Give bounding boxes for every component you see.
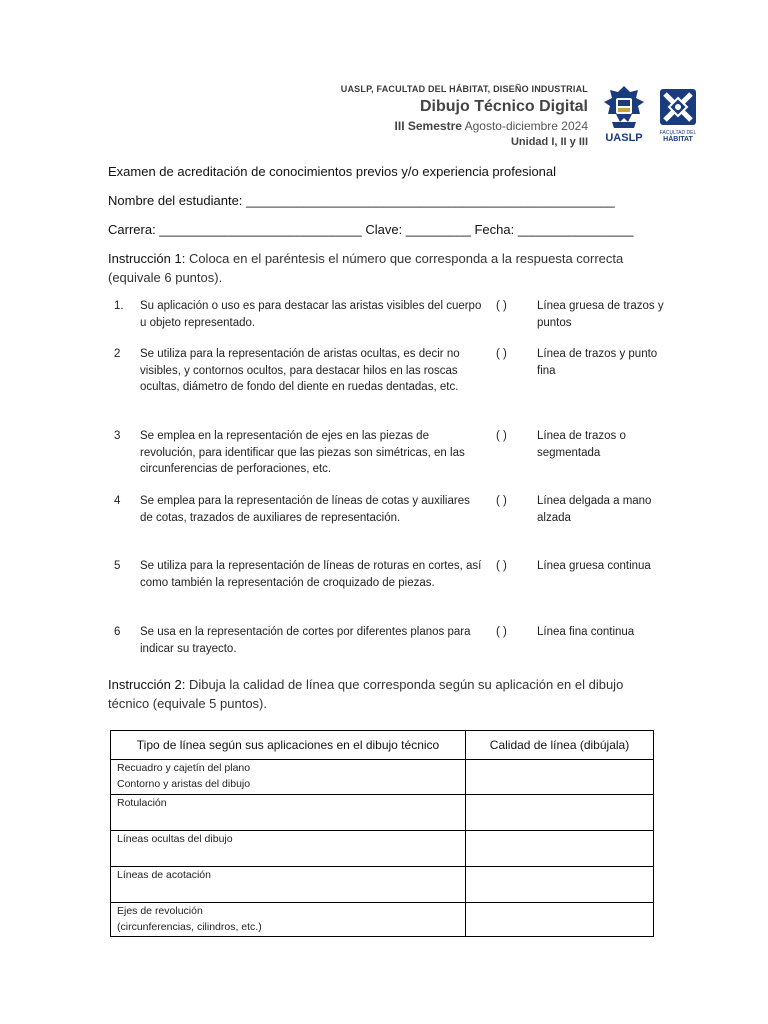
line-type-text: Líneas ocultas del dibujo — [117, 833, 233, 845]
line-type-text: Ejes de revolución — [117, 905, 203, 917]
instruction-1-label: Instrucción 1: — [108, 251, 186, 266]
answer-option: Línea de trazos o segmentada — [537, 430, 626, 459]
header-semester-bold: III Semestre — [394, 119, 462, 133]
line-quality-table — [110, 730, 654, 937]
question-number: 4 — [114, 495, 121, 507]
line-type-text: (circunferencias, cilindros, etc.) — [117, 921, 262, 933]
drawing-cell[interactable] — [466, 867, 654, 903]
table-row — [111, 795, 654, 831]
career-key-date-field: Carrera: ____________________________ Clave: _________ Fecha: ________________ — [108, 222, 634, 237]
table-header-line-type: Tipo de línea según sus aplicaciones en el dibujo técnico — [111, 731, 466, 760]
question-number: 1. — [114, 300, 124, 312]
table-row — [111, 831, 654, 867]
drawing-cell[interactable] — [466, 831, 654, 867]
question-number: 3 — [114, 430, 121, 442]
instruction-2 — [108, 675, 628, 713]
uaslp-logo — [598, 84, 650, 148]
answer-parenthesis: ( ) — [496, 300, 507, 312]
line-type-cell — [111, 831, 466, 867]
question-text: Su aplicación o uso es para destacar las aristas visibles del cuerpo u objeto representado. — [140, 300, 482, 329]
drawing-cell[interactable] — [466, 903, 654, 937]
line-type-cell — [111, 760, 466, 795]
header-semester-rest: Agosto-diciembre 2024 — [461, 119, 588, 133]
table-row — [111, 760, 654, 795]
question-text: Se usa en la representación de cortes por diferentes planos para indicar su trayecto. — [140, 626, 471, 655]
uaslp-shield-icon — [600, 84, 648, 130]
table-header-row — [111, 731, 654, 760]
line-type-cell — [111, 867, 466, 903]
instruction-1-text: Coloca en el paréntesis el número que corresponda a la respuesta correcta (equivale 6 puntos). — [108, 251, 624, 285]
instruction-2-label: Instrucción 2: — [108, 677, 186, 692]
answer-parenthesis: ( ) — [496, 430, 507, 442]
drawing-cell[interactable] — [466, 795, 654, 831]
table-header-line-quality: Calidad de línea (dibújala) — [466, 731, 654, 760]
answer-parenthesis: ( ) — [496, 626, 507, 638]
answer-option: Línea fina continua — [537, 626, 635, 638]
question-number: 2 — [114, 348, 121, 360]
answer-parenthesis: ( ) — [496, 495, 507, 507]
line-type-text: Rotulación — [117, 797, 167, 809]
answer-option: Línea gruesa continua — [537, 560, 651, 572]
exam-title: Examen de acreditación de conocimientos previos y/o experiencia profesional — [108, 164, 557, 179]
question-number: 5 — [114, 560, 121, 572]
answer-parenthesis: ( ) — [496, 348, 507, 360]
table-row — [111, 903, 654, 937]
answer-option: Línea delgada a mano alzada — [537, 495, 652, 524]
drawing-cell[interactable] — [466, 760, 654, 795]
header-org: UASLP, FACULTAD DEL HÁBITAT, DISEÑO INDUSTRIAL — [340, 84, 588, 94]
habitat-logo — [656, 88, 700, 144]
question-number: 6 — [114, 626, 121, 638]
line-type-text: Contorno y aristas del dibujo — [117, 778, 251, 790]
question-text: Se utiliza para la representación de líneas de roturas en cortes, así como también la representación de croquizado de piezas. — [140, 560, 482, 589]
question-text: Se emplea en la representación de ejes en las piezas de revolución, para identificar que las piezas son simétricas, en las circunferencias de perforaciones, etc. — [140, 430, 465, 475]
line-type-cell — [111, 903, 466, 937]
instruction-1 — [108, 249, 628, 287]
question-text: Se utiliza para la representación de aristas ocultas, es decir no visibles, y contornos ocultos, para destacar hilos en las roscas ocultas, diámetro de fondo del diente en ruedas dentadas, etc. — [140, 348, 460, 393]
student-name-field: Nombre del estudiante: ___________________________________________________ — [108, 193, 615, 208]
habitat-logo-big-text: HÁBITAT — [663, 136, 693, 143]
answer-option: Línea de trazos y punto fina — [537, 348, 658, 377]
header-course: Dibujo Técnico Digital — [419, 98, 588, 115]
line-type-cell — [111, 795, 466, 831]
line-type-text: Líneas de acotación — [117, 869, 211, 881]
habitat-emblem-icon — [659, 88, 697, 126]
answer-parenthesis: ( ) — [496, 560, 507, 572]
answer-option: Línea gruesa de trazos y puntos — [537, 300, 664, 329]
line-type-text: Recuadro y cajetín del plano — [117, 762, 251, 774]
habitat-logo-small-text: FACULTAD DEL — [659, 130, 697, 136]
header-unit: Unidad I, II y III — [510, 136, 588, 148]
header-semester — [341, 119, 588, 133]
instruction-2-text: Dibuja la calidad de línea que corresponda según su aplicación en el dibujo técnico (equivale 5 puntos). — [108, 677, 624, 711]
uaslp-logo-text: UASLP — [605, 132, 643, 144]
table-row — [111, 867, 654, 903]
question-text: Se emplea para la representación de líneas de cotas y auxiliares de cotas, trazados de auxiliares de representación. — [140, 495, 470, 524]
document-header — [341, 84, 588, 148]
